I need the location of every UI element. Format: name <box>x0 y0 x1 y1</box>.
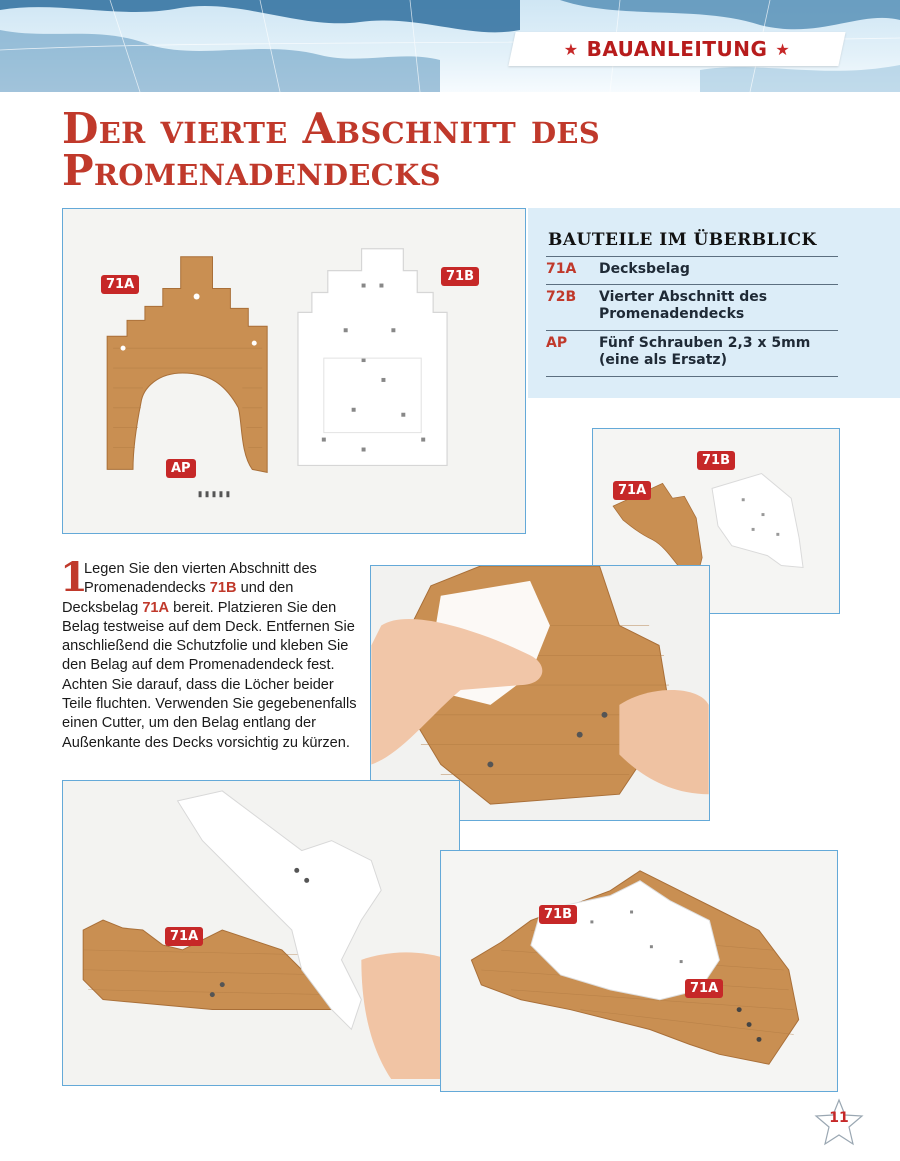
section-label: BAUANLEITUNG <box>586 37 768 61</box>
label-71b: 71B <box>441 267 479 286</box>
step-number: 1 <box>60 554 88 601</box>
label-71a: 71A <box>613 481 651 500</box>
parts-row <box>546 256 838 285</box>
parts-overview-illustration <box>63 209 525 533</box>
parts-row <box>546 330 838 377</box>
part-description: Vierter Abschnitt des Promenadendecks <box>599 289 768 322</box>
part-code: 72B <box>546 289 577 305</box>
label-ap: AP <box>166 459 196 478</box>
parts-list-heading: BAUTEILE IM ÜBERBLICK <box>548 230 817 250</box>
page-title: Der vierte Abschnitt des Promenadendecks <box>62 104 601 195</box>
label-71b: 71B <box>697 451 735 470</box>
step-peeling-illustration <box>63 781 459 1085</box>
part-description: Fünf Schrauben 2,3 x 5mm (eine als Ersatz) <box>599 335 811 368</box>
label-71a: 71A <box>101 275 139 294</box>
label-71a: 71A <box>165 927 203 946</box>
part-description: Decksbelag <box>599 261 690 277</box>
step-1-instructions: Legen Sie den vierten Abschnitt des Promenadendecks 71B und den Decksbelag 71A bereit. Platzieren Sie den Belag testweise auf dem Deck. Entfernen Sie anschließend die Schutzfolie und kleben Sie den Belag auf dem Promenadendeck fest. Achten Sie darauf, dass die Löcher beider Teile fluchten. Verwenden Sie gegebenenfalls einen Cutter, um den Belag entlang der Außenkante des Decks vorsichtig zu kürzen. <box>62 561 357 751</box>
star-icon: ★ <box>563 39 579 59</box>
star-icon: ★ <box>775 39 791 59</box>
photo-step-peeling <box>62 780 460 1086</box>
label-71b: 71B <box>539 905 577 924</box>
part-code: AP <box>546 335 568 351</box>
photo-parts-overview <box>62 208 526 534</box>
drop-cap-spacer <box>62 560 84 598</box>
label-71a: 71A <box>685 979 723 998</box>
parts-list-divider <box>546 376 838 377</box>
step-result-illustration <box>441 851 837 1091</box>
page-number: 11 <box>829 1110 849 1126</box>
section-tag <box>512 32 842 66</box>
part-code: 71A <box>546 261 577 277</box>
parts-row <box>546 284 838 331</box>
photo-step-result <box>440 850 838 1092</box>
